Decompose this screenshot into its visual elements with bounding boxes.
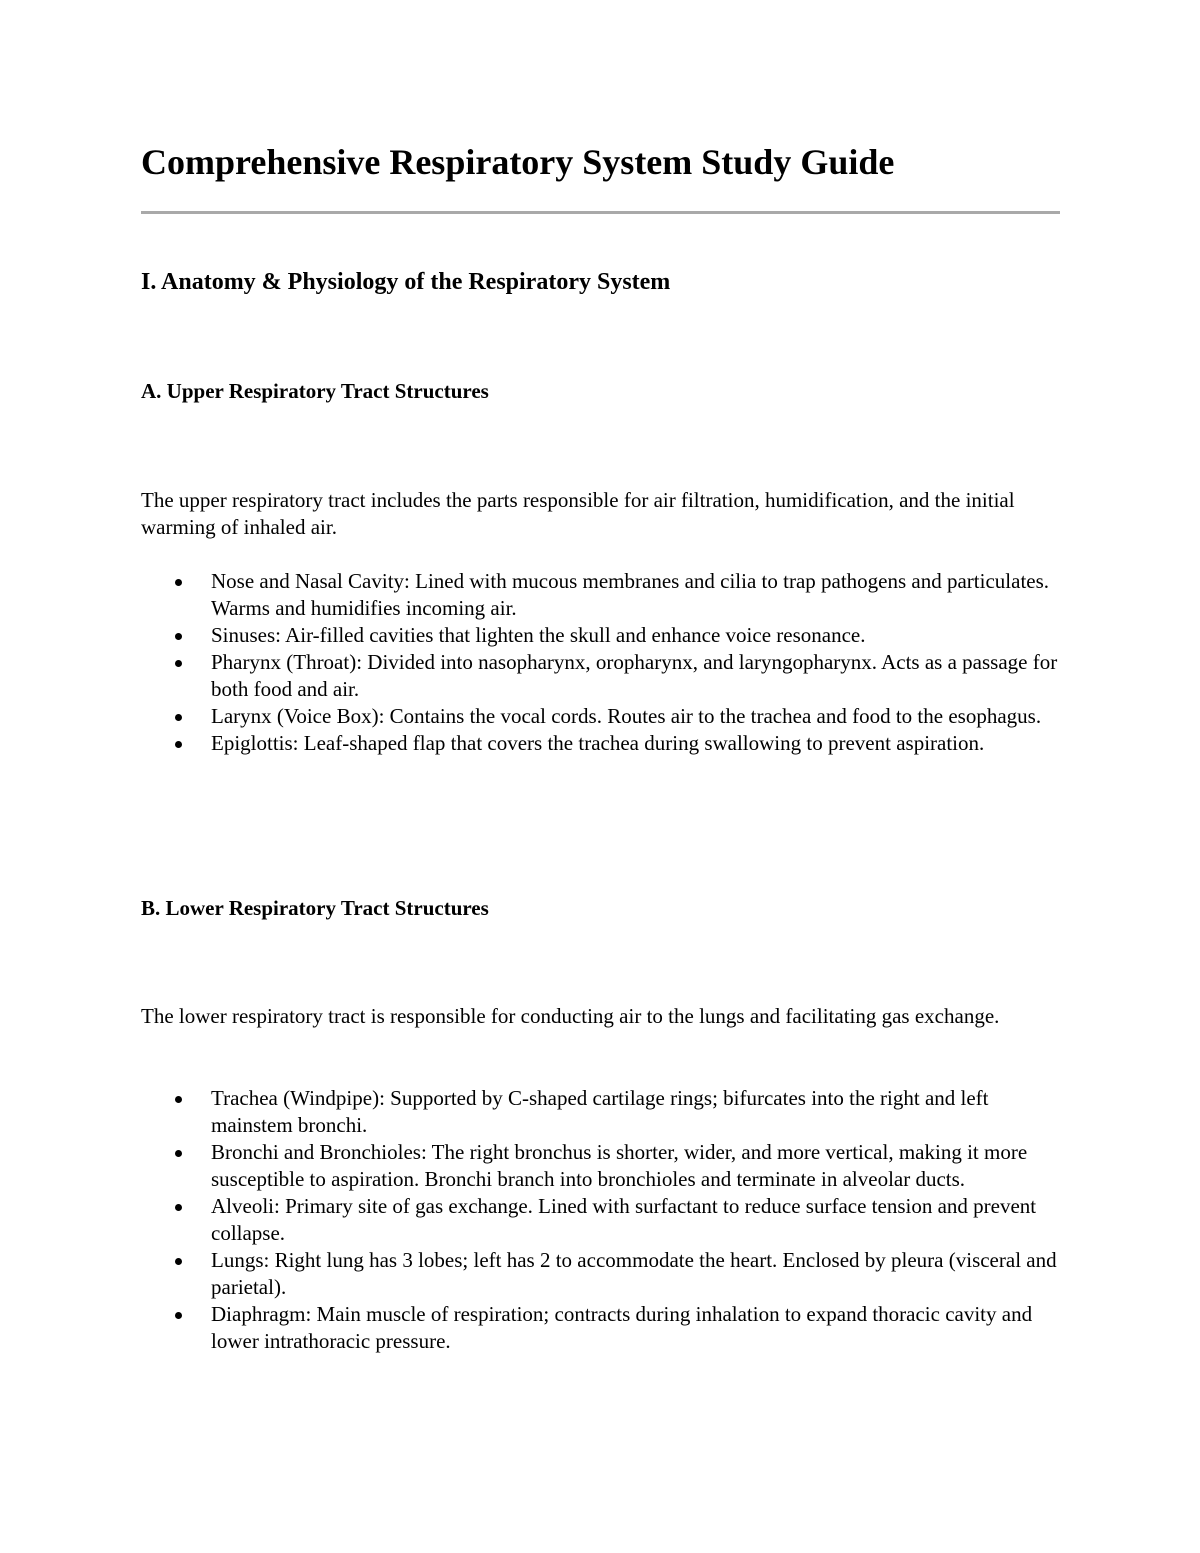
list-item [141, 1193, 1061, 1247]
bullet-icon [175, 579, 182, 586]
section-heading-anatomy: I. Anatomy & Physiology of the Respiratory System [141, 269, 671, 295]
lower-tract-list [141, 1085, 1061, 1355]
bullet-icon [175, 1096, 182, 1103]
list-item-text: Trachea (Windpipe): Supported by C-shaped cartilage rings; bifurcates into the right and left mainstem bronchi. [211, 1086, 989, 1137]
bullet-icon [175, 660, 182, 667]
list-item [141, 568, 1061, 622]
list-item-text: Diaphragm: Main muscle of respiration; contracts during inhalation to expand thoracic cavity and lower intrathoracic pressure. [211, 1302, 1033, 1353]
list-item-text: Nose and Nasal Cavity: Lined with mucous membranes and cilia to trap pathogens and particulates. Warms and humidifies incoming air. [211, 569, 1050, 620]
title-divider [141, 211, 1060, 214]
list-item [141, 1301, 1061, 1355]
list-item [141, 703, 1061, 730]
bullet-icon [175, 714, 182, 721]
upper-tract-list [141, 568, 1061, 757]
list-item [141, 1247, 1061, 1301]
list-item [141, 649, 1061, 703]
list-item-text: Alveoli: Primary site of gas exchange. Lined with surfactant to reduce surface tension and prevent collapse. [211, 1194, 1037, 1245]
bullet-icon [175, 633, 182, 640]
bullet-icon [175, 1258, 182, 1265]
subsection-heading-lower-tract: B. Lower Respiratory Tract Structures [141, 896, 489, 920]
lower-tract-intro: The lower respiratory tract is responsible for conducting air to the lungs and facilitating gas exchange. [141, 1004, 1000, 1028]
list-item [141, 622, 1061, 649]
list-item-text: Epiglottis: Leaf-shaped flap that covers the trachea during swallowing to prevent aspiration. [211, 731, 985, 755]
bullet-icon [175, 1204, 182, 1211]
bullet-icon [175, 1150, 182, 1157]
list-item-text: Lungs: Right lung has 3 lobes; left has 2 to accommodate the heart. Enclosed by pleura (visceral and parietal). [211, 1248, 1057, 1299]
list-item [141, 1085, 1061, 1139]
list-item-text: Larynx (Voice Box): Contains the vocal cords. Routes air to the trachea and food to the esophagus. [211, 704, 1042, 728]
list-item-text: Pharynx (Throat): Divided into nasopharynx, oropharynx, and laryngopharynx. Acts as a passage for both food and air. [211, 650, 1058, 701]
document-title: Comprehensive Respiratory System Study Guide [141, 142, 895, 182]
bullet-icon [175, 1312, 182, 1319]
bullet-icon [175, 741, 182, 748]
list-item [141, 730, 1061, 757]
subsection-heading-upper-tract: A. Upper Respiratory Tract Structures [141, 379, 489, 403]
list-item-text: Bronchi and Bronchioles: The right bronchus is shorter, wider, and more vertical, making it more susceptible to aspiration. Bronchi branch into bronchioles and terminate in alveolar ducts. [211, 1140, 1028, 1191]
list-item [141, 1139, 1061, 1193]
upper-tract-intro: The upper respiratory tract includes the parts responsible for air filtration, humidification, and the initial warming of inhaled air. [141, 488, 1015, 539]
list-item-text: Sinuses: Air-filled cavities that lighten the skull and enhance voice resonance. [211, 623, 866, 647]
